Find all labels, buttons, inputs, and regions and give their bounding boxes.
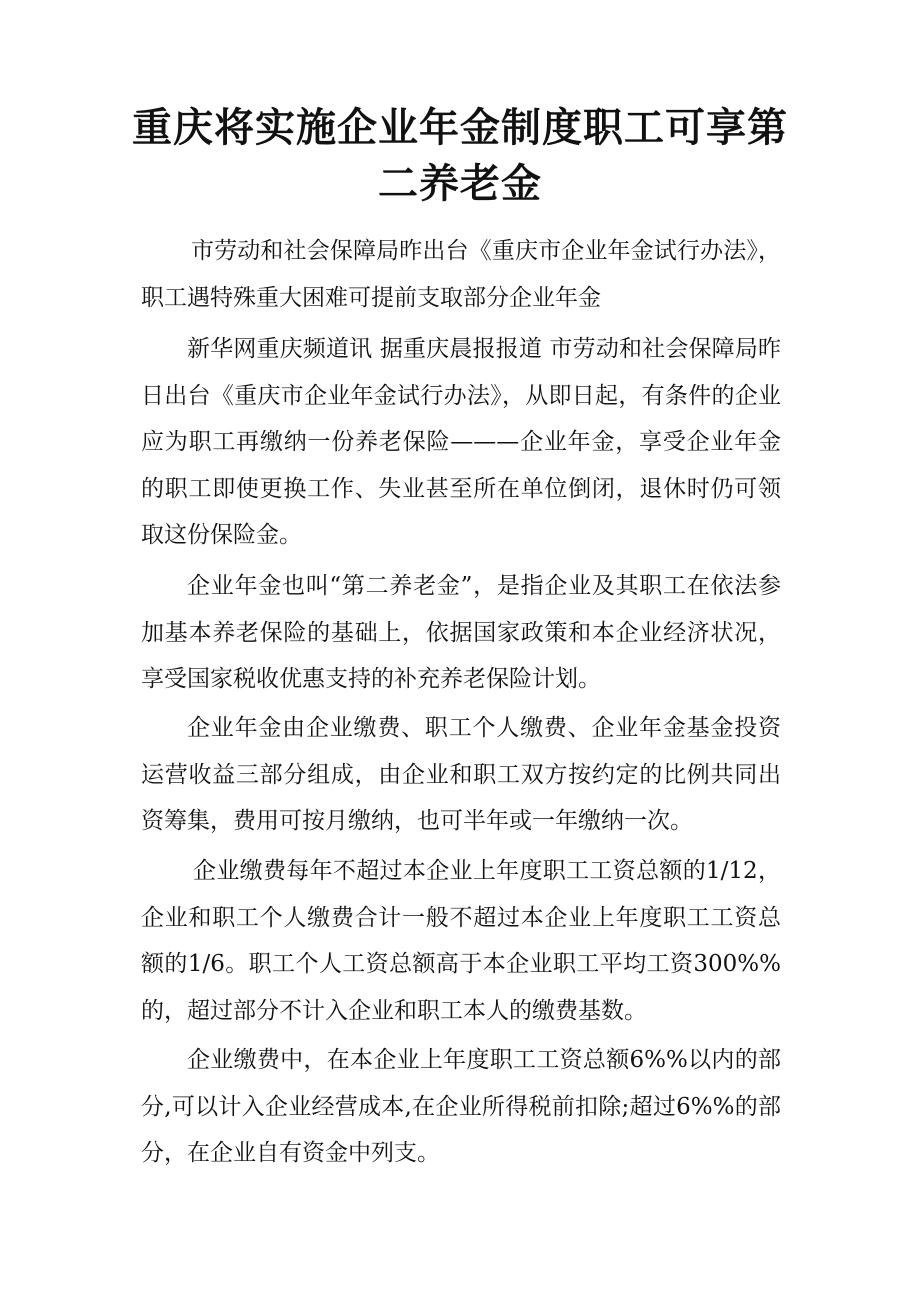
paragraph-definition: 企业年金也叫“第二养老金”，是指企业及其职工在依法参加基本养老保险的基础上，依据国家政策和本企业经济状况，享受国家税收优惠支持的补充养老保险计划。 [141,573,781,692]
paragraph-composition: 企业年金由企业缴费、职工个人缴费、企业年金基金投资运营收益三部分组成，由企业和职工双方按约定的比例共同出资筹集，费用可按月缴纳，也可半年或一年缴纳一次。 [141,715,781,834]
document-title: 重庆将实施企业年金制度职工可享第二养老金 [132,105,788,207]
paragraph-contribution-limits: 企业缴费每年不超过本企业上年度职工工资总额的1/12，企业和职工个人缴费合计一般不超过本企业上年度职工工资总额的1/6。职工个人工资总额高于本企业职工平均工资300%%的，超过部分不计入企业和职工本人的缴费基数。 [141,858,781,1024]
paragraph-news-lead: 新华网重庆频道讯 据重庆晨报报道 市劳动和社会保障局昨日出台《重庆市企业年金试行办法》，从即日起，有条件的企业应为职工再缴纳一份养老保险———企业年金，享受企业年金的职工即使更换工作、失业甚至所在单位倒闭，退休时仍可领取这份保险金。 [141,336,781,548]
paragraph-tax-treatment: 企业缴费中，在本企业上年度职工工资总额6%%以内的部分,可以计入企业经营成本,在企业所得税前扣除;超过6%%的部分，在企业自有资金中列支。 [141,1047,781,1166]
paragraph-subtitle: 市劳动和社会保障局昨出台《重庆市企业年金试行办法》，职工遇特殊重大困难可提前支取部分企业年金 [141,238,781,311]
